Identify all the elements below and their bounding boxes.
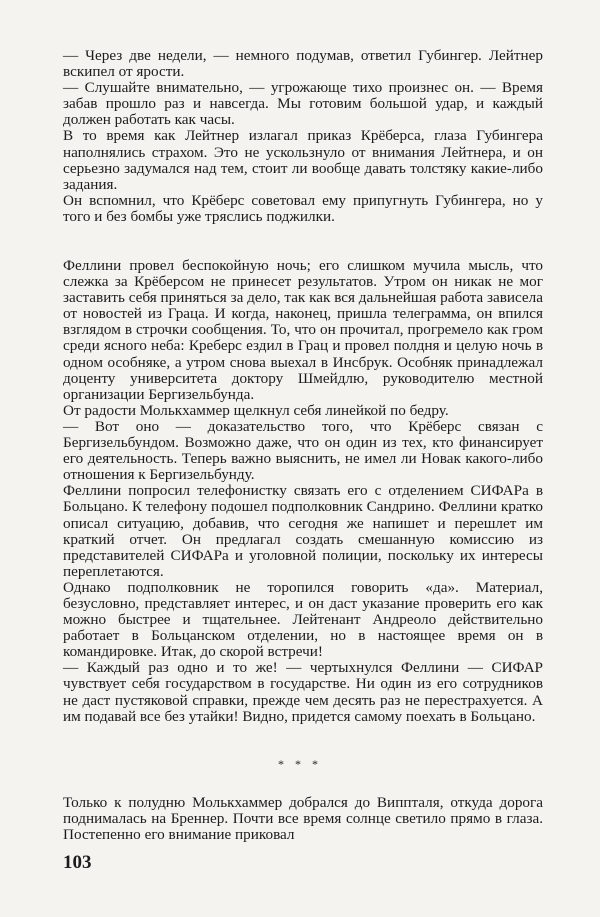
section-separator: * * *: [278, 757, 322, 771]
paragraph: Однако подполковник не торопился говорить «да». Материал, безусловно, представляет интерес, и он даст указание проверить его как можно быстрее и тщательнее. Лейтенант Андреоло действительно работает в Больцанском отделении, но в настоящее время он в командировке. Итак, до скорой встречи!: [63, 578, 543, 661]
paragraph: В то время как Лейтнер излагал приказ Крёберса, глаза Губингера наполнялись страхом. Это не ускользнуло от внимания Лейтнера, и он серьезно задумался над тем, стоит ли вообще давать толстяку какие-либо задания.: [63, 127, 543, 193]
page-number: 103: [63, 852, 92, 873]
section-1: [63, 48, 543, 225]
section-2: [63, 258, 543, 725]
paragraph: Он вспомнил, что Крёберс советовал ему припугнуть Губингера, но у того и без бомбы уже тряслись поджилки.: [63, 191, 543, 225]
paragraph: Феллини попросил телефонистку связать его с отделением СИФАРа в Больцано. К телефону подошел подполковник Сандрино. Феллини кратко описал ситуацию, добавив, что сегодня же напишет и перешлет им краткий отчет. Он предлагал создать смешанную комиссию из представителей СИФАРа и уголовной полиции, поскольку их интересы переплетаются.: [63, 482, 543, 580]
paragraph: — Слушайте внимательно, — угрожающе тихо произнес он. — Время забав прошло раз и навсегда. Мы готовим большой удар, и каждый должен работать как часы.: [63, 79, 543, 129]
paragraph: Феллини провел беспокойную ночь; его слишком мучила мысль, что слежка за Крёберсом не принесет результатов. Утром он никак не мог заставить себя приняться за дело, так как вся дальнейшая работа зависела от новостей из Граца. И когда, наконец, пришла телеграмма, он впился взглядом в строчки сообщения. То, что он прочитал, прогремело как гром среди ясного неба: Креберс ездил в Грац и провел полдня и целую ночь в одном особняке, а утром снова выехал в Инсбрук. Особняк принадлежал доценту университета доктору Шмейдлю, руководителю местной организации Бергизельбунда.: [63, 257, 543, 403]
paragraph: — Вот оно — доказательство того, что Крёберс связан с Бергизельбундом. Возможно даже, что он один из тех, кто финансирует его деятельность. Теперь важно выяснить, не имел ли Новак какого-либо отношения к Бергизельбунду.: [63, 417, 543, 484]
paragraph: От радости Молькхаммер щелкнул себя линейкой по бедру.: [63, 401, 449, 419]
paragraph: — Через две недели, — немного подумав, ответил Губингер. Лейтнер вскипел от ярости.: [63, 47, 543, 81]
paragraph: — Каждый раз одно и то же! — чертыхнулся Феллини — СИФАР чувствует себя государством в государстве. Ни один из его сотрудников не даст пустяковой справки, прежде чем десять раз не перестрахуется. А им подавай все без утайки! Видно, придется самому поехать в Больцано.: [63, 659, 543, 725]
section-3: [63, 795, 543, 843]
paragraph: Только к полудню Молькхаммер добрался до Виппталя, откуда дорога поднималась на Бреннер. Почти все время солнце светило прямо в глаза. Постепенно его внимание приковал: [63, 794, 543, 844]
